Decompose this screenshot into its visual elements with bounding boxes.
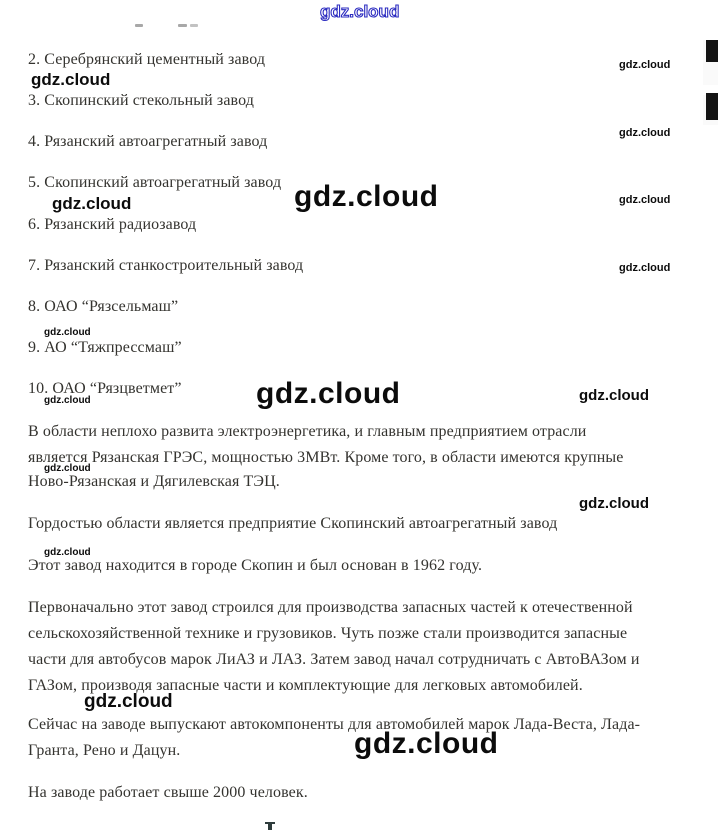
watermark: gdz.cloud	[579, 495, 649, 512]
list-item: 2. Серебрянский цементный завод	[28, 51, 266, 68]
paragraph-line: является Рязанская ГРЭС, мощностью 3МВт. Кроме того, в области имеются крупные	[28, 449, 624, 466]
cutoff-text-remnant	[268, 822, 272, 830]
watermark: gdz.cloud	[619, 59, 671, 71]
watermark: gdz.cloud	[256, 377, 401, 410]
paragraph-line: Сейчас на заводе выпускают автокомпоненты для автомобилей марок Лада-Веста, Лада-	[28, 716, 641, 733]
watermark: gdz.cloud	[294, 180, 439, 213]
watermark-blue: gdz.cloud	[320, 2, 400, 21]
watermark: gdz.cloud	[619, 262, 671, 274]
paragraph-line: Гордостью области является предприятие Скопинский автоагрегатный завод	[28, 515, 558, 532]
watermark: gdz.cloud	[44, 547, 91, 558]
watermark: gdz.cloud	[44, 395, 91, 406]
list-item: 6. Рязанский радиозавод	[28, 216, 197, 233]
scrollbar-thumb[interactable]	[706, 40, 718, 62]
paragraph-line: части для автобусов марок ЛиАЗ и ЛАЗ. Затем завод начал сотрудничать с АвтоВАЗом и	[28, 651, 640, 668]
paragraph-line: сельскохозяйственной технике и грузовиков. Чуть позже стали производится запасные	[28, 625, 628, 642]
watermark: gdz.cloud	[579, 387, 649, 404]
list-item: 3. Скопинский стекольный завод	[28, 92, 254, 109]
watermark: gdz.cloud	[619, 194, 671, 206]
watermark: gdz.cloud	[44, 327, 91, 338]
watermark: gdz.cloud	[31, 70, 111, 89]
list-item: 9. АО “Тяжпрессмаш”	[28, 339, 182, 356]
watermark: gdz.cloud	[44, 463, 91, 474]
paragraph-line: Этот завод находится в городе Скопин и был основан в 1962 году.	[28, 557, 483, 574]
watermark: gdz.cloud	[619, 127, 671, 139]
paragraph-line: Ново-Рязанская и Дягилевская ТЭЦ.	[28, 473, 280, 490]
paragraph-line: Первоначально этот завод строился для производства запасных частей к отечественной	[28, 599, 633, 616]
list-item: 8. ОАО “Рязсельмаш”	[28, 298, 179, 315]
cutoff-text-remnant	[178, 24, 187, 27]
scrollbar-thumb[interactable]	[706, 93, 718, 120]
list-item: 5. Скопинский автоагрегатный завод	[28, 174, 282, 191]
watermark: gdz.cloud	[84, 691, 173, 712]
watermark: gdz.cloud	[52, 194, 132, 213]
paragraph-line: ГАЗом, производя запасные части и комплектующие для легковых автомобилей.	[28, 677, 583, 694]
cutoff-text-remnant	[135, 24, 143, 27]
watermark: gdz.cloud	[354, 727, 499, 760]
list-item: 7. Рязанский станкостроительный завод	[28, 257, 304, 274]
paragraph-line: Гранта, Рено и Дацун.	[28, 742, 181, 759]
cutoff-text-remnant	[190, 24, 198, 27]
paragraph-line: На заводе работает свыше 2000 человек.	[28, 784, 308, 801]
list-item: 4. Рязанский автоагрегатный завод	[28, 133, 268, 150]
list-item: 10. ОАО “Рязцветмет”	[28, 380, 182, 397]
paragraph-line: В области неплохо развита электроэнергетика, и главным предприятием отрасли	[28, 423, 587, 440]
